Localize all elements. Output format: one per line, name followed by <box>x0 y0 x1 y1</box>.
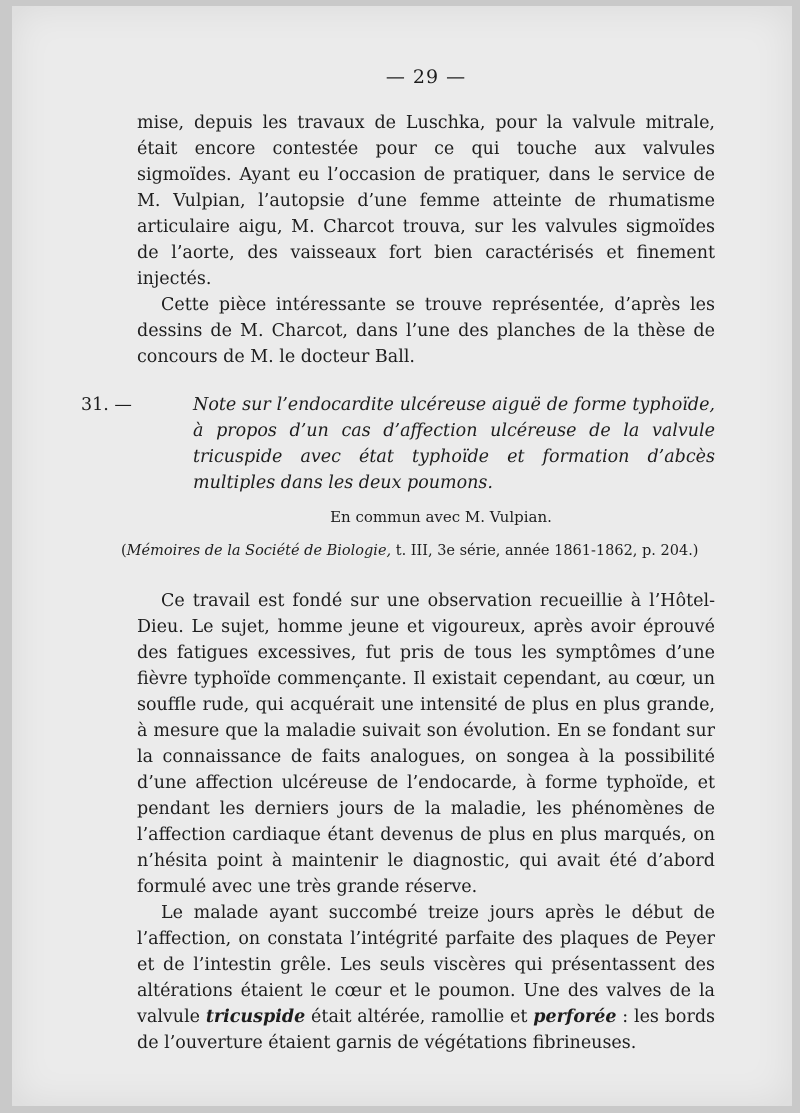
entry-title: Note sur l’endocardite ulcéreuse aiguë de forme typhoïde, à propos d’un cas d’affection ulcéreuse de la valvule tricuspide avec état typhoïde et formation d’abcès multiples dans les deux poumons. <box>193 395 715 493</box>
entry-body <box>137 588 715 1056</box>
autopsy-emphasis-tricuspide: tricuspide <box>205 1007 306 1027</box>
paragraph-charcot-plate: Cette pièce intéressante se trouve représentée, d’après les dessins de M. Charcot, dans l’une des planches de la thèse de concours de M. le docteur Ball. <box>137 295 715 367</box>
entry-coauthor: En commun avec M. Vulpian. <box>330 508 552 526</box>
paragraph-continuation: mise, depuis les travaux de Luschka, pour la valvule mitrale, était encore contestée pour ce qui touche aux valvules sigmoïdes. Ayant eu l’occasion de pratiquer, dans le service de M. Vulpian, l’autopsie d’une femme atteinte de rhumatisme articulaire aigu, M. Charcot trouva, sur les valvules sigmoïdes de l’aorte, des vaisseaux fort bien caractérisés et finement injectés. <box>137 113 715 289</box>
autopsy-text-1: Le malade ayant succombé treize jours après le début de l’affection, on constata l’intégrité parfaite des plaques de Peyer et de l’intestin grêle. Les seuls viscères qui présentassent des altérations étaient le cœur et le poumon. Une des valves de la valvule <box>137 903 715 1027</box>
autopsy-text-3: : les bords de l’ouverture étaient garnis de végétations fibrineuses. <box>137 1007 715 1053</box>
paragraph-observation: Ce travail est fondé sur une observation recueillie à l’Hôtel-Dieu. Le sujet, homme jeune et vigoureux, après avoir éprouvé des fatigues excessives, fut pris de tous les symptômes d’une fièvre typhoïde commençante. Il existait cependant, au cœur, un souffle rude, qui acquérait une intensité de plus en plus grande, à mesure que la maladie suivait son évolution. En se fondant sur la connaissance de faits analogues, on songea à la possibilité d’une affection ulcéreuse de l’endocarde, à forme typhoïde, et pendant les derniers jours de la maladie, les phénomènes de l’affection cardiaque étant devenus de plus en plus marqués, on n’hésita point à maintenir le diagnostic, qui avait été d’abord formulé avec une très grande réserve. <box>137 591 715 897</box>
entry-heading <box>81 392 715 496</box>
entry-reference: (Mémoires de la Société de Biologie, t. III, 3e série, année 1861-1862, p. 204.) <box>121 543 699 559</box>
bibliography-entry <box>81 392 715 564</box>
page-content <box>81 64 715 1056</box>
entry-ref-journal: Mémoires de la Société de Biologie, <box>126 543 392 559</box>
page-number: — 29 — <box>385 66 467 88</box>
document-page <box>12 6 792 1106</box>
autopsy-text-2: était altérée, ramollie et <box>305 1007 534 1027</box>
entry-number: 31. — <box>81 395 132 415</box>
autopsy-emphasis-perforee: perforée <box>533 1007 617 1027</box>
entry-ref-details: t. III, 3e série, année 1861-1862, p. 204.) <box>395 543 699 559</box>
paragraph-autopsy <box>137 900 715 1056</box>
